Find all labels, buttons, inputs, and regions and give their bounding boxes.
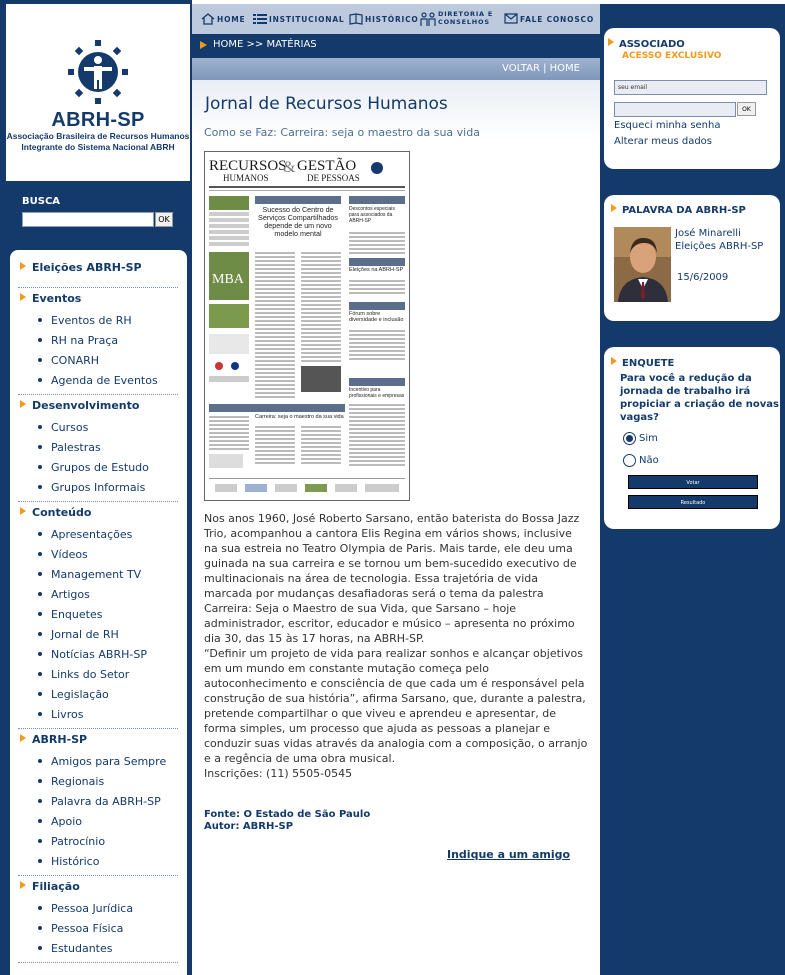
menu-label: Vídeos: [51, 548, 88, 561]
bullet-icon: [38, 859, 42, 863]
article-subtitle: Como se Faz: Carreira: seja o maestro da sua vida: [204, 126, 480, 139]
menu-item-legislacao[interactable]: [38, 688, 109, 701]
bullet-icon: [38, 485, 42, 489]
breadcrumb: [192, 34, 600, 58]
bullet-icon: [38, 632, 42, 636]
side-story-1: [349, 206, 405, 228]
arrow-right-icon: [20, 881, 26, 889]
source-line: Fonte: O Estado de São Paulo: [204, 809, 371, 820]
menu-label: Management TV: [51, 568, 142, 581]
palavra-name[interactable]: José Minarelli: [675, 228, 741, 239]
search-label: BUSCA: [22, 196, 61, 207]
menu-divider: [18, 394, 178, 395]
people-icon: [420, 11, 436, 27]
bottom-story: [255, 414, 345, 424]
menu-item-patrocinio[interactable]: [38, 835, 105, 848]
radio-sim[interactable]: [623, 432, 636, 445]
menu-label: Palestras: [51, 441, 101, 454]
menu-label: Estudantes: [51, 942, 113, 955]
ad-mba: MBA: [212, 272, 244, 287]
page-title: Jornal de Recursos Humanos: [205, 94, 448, 114]
menu-item-conarh[interactable]: [38, 354, 99, 367]
logo[interactable]: [6, 4, 190, 181]
bullet-icon: [38, 552, 42, 556]
menu-head-eventos[interactable]: [20, 292, 81, 305]
menu-item-rh-na-praca[interactable]: [38, 334, 118, 347]
radio-sim-label: Sim: [639, 433, 658, 444]
menu-label: Legislação: [51, 688, 109, 701]
menu-item-noticias[interactable]: [38, 648, 147, 661]
menu-label: Histórico: [51, 855, 100, 868]
menu-item-palavra-da-abrh[interactable]: [38, 795, 161, 808]
side-story-4: [349, 387, 405, 403]
masthead-left-2: HUMANOS: [223, 173, 269, 183]
envelope-icon: [504, 13, 518, 24]
article-source: [204, 809, 370, 833]
nav-diretoria-line2: CONSELHOS: [438, 18, 490, 26]
menu-item-regionais[interactable]: [38, 775, 104, 788]
login-ok-button[interactable]: OK: [737, 102, 756, 116]
menu-item-historico[interactable]: [38, 855, 99, 868]
bullet-icon: [38, 425, 42, 429]
abrh-emblem-icon: [68, 40, 128, 104]
menu-head-conteudo[interactable]: [20, 506, 91, 519]
menu-label: Apresentações: [51, 528, 133, 541]
arrow-right-icon: [608, 38, 614, 46]
enquete-title: [611, 357, 674, 369]
article-paragraph: Nos anos 1960, José Roberto Sarsano, então baterista do Bossa Jazz Trio, acompanhou a cantora Elis Regina em vários shows, inclusive na sua estreia no Teatro Olympia de Paris. Mais tarde, ele deu uma guinada na sua carreira e se tornou um bem-sucedido executivo de multinacionais na área de tecnologia. Essa trajetória de vida marcada por mudanças desafiadoras será o tema da palestra Carreira: Seja o Maestro de sua Vida, que Sarsano – hoje administrador, escritor, educador e músico – apresenta no próximo dia 30, das 15 às 17 horas, na ABRH-SP.: [204, 512, 580, 645]
side-story-3-text: Fórum sobre diversidade e inclusão: [349, 311, 404, 323]
menu-item-pessoa-juridica[interactable]: [38, 902, 133, 915]
nav-diretoria[interactable]: [438, 10, 493, 26]
menu-item-palestras[interactable]: [38, 441, 101, 454]
menu-item-links-do-setor[interactable]: [38, 668, 129, 681]
bullet-icon: [38, 779, 42, 783]
menu-item-eleicoes[interactable]: [20, 261, 142, 274]
search-input[interactable]: [22, 212, 154, 227]
menu-label: Enquetes: [51, 608, 103, 621]
nav-fale-conosco[interactable]: FALE CONOSCO: [520, 15, 594, 24]
menu-divider: [18, 962, 178, 963]
nav-historico[interactable]: HISTÓRICO: [365, 15, 419, 24]
associado-subtitle: ACESSO EXCLUSIVO: [622, 51, 722, 61]
separator: |: [543, 63, 547, 74]
breadcrumb-text[interactable]: HOME >> MATÉRIAS: [213, 39, 317, 50]
change-data-link[interactable]: Alterar meus dados: [614, 136, 712, 147]
bullet-icon: [38, 672, 42, 676]
top-navigation: [192, 4, 600, 34]
subnav-links: [502, 63, 580, 74]
bullet-icon: [38, 926, 42, 930]
palavra-title: [611, 204, 746, 216]
menu-label: Grupos Informais: [51, 481, 146, 494]
menu-item-cursos[interactable]: [38, 421, 88, 434]
menu-label: Artigos: [51, 588, 90, 601]
menu-item-videos[interactable]: [38, 548, 88, 561]
side-story-1-text: Descontos especiais para associados da ABRH-SP: [349, 206, 395, 224]
menu-label: Eleições ABRH-SP: [32, 261, 142, 274]
book-icon: [349, 13, 363, 25]
menu-item-eventos-de-rh[interactable]: [38, 314, 132, 327]
vote-button[interactable]: Votar: [628, 475, 758, 489]
headline-main-text: Sucesso do Centro de Serviços Compartilhados depende de um novo modelo mental: [258, 206, 338, 238]
indique-link[interactable]: Indique a um amigo: [447, 848, 571, 861]
menu-label: ABRH-SP: [32, 733, 88, 746]
menu-head-desenvolvimento[interactable]: [20, 399, 139, 412]
palavra-title-text: PALAVRA DA ABRH-SP: [622, 205, 746, 216]
enquete-question: Para você a redução da jornada de trabalho irá propiciar a criação de novas vagas?: [620, 373, 779, 423]
arrow-right-icon: [200, 41, 207, 49]
menu-item-grupos-informais[interactable]: [38, 481, 145, 494]
bullet-icon: [38, 445, 42, 449]
menu-label: RH na Praça: [51, 334, 119, 347]
arrow-right-icon: [20, 400, 26, 408]
bullet-icon: [38, 712, 42, 716]
arrow-right-icon: [20, 293, 26, 301]
radio-nao-label: Não: [639, 455, 659, 466]
article-body: [204, 511, 588, 781]
side-story-2: [349, 267, 405, 279]
home-icon: [201, 13, 215, 25]
bullet-icon: [38, 799, 42, 803]
bullet-icon: [38, 592, 42, 596]
bullet-icon: [38, 819, 42, 823]
arrow-right-icon: [20, 262, 26, 270]
menu-label: Notícias ABRH-SP: [51, 648, 147, 661]
arrow-right-icon: [20, 507, 26, 515]
masthead-right-2: DE PESSOAS: [307, 173, 360, 183]
associado-title: [608, 38, 685, 50]
palavra-date: 15/6/2009: [677, 272, 729, 283]
nav-home[interactable]: HOME: [217, 15, 246, 24]
menu-head-abrh[interactable]: [20, 733, 87, 746]
bullet-icon: [38, 759, 42, 763]
menu-item-grupos-de-estudo[interactable]: [38, 461, 149, 474]
menu-label: Pessoa Física: [51, 922, 124, 935]
menu-item-amigos-para-sempre[interactable]: [38, 755, 166, 768]
menu-item-jornal-de-rh[interactable]: [38, 628, 119, 641]
forgot-password-link[interactable]: Esqueci minha senha: [614, 120, 721, 131]
menu-item-estudantes[interactable]: [38, 942, 112, 955]
bullet-icon: [38, 946, 42, 950]
nav-institucional[interactable]: INSTITUCIONAL: [269, 15, 345, 24]
menu-label: Livros: [51, 708, 84, 721]
side-story-2-text: Eleições na ABRH-SP: [349, 267, 404, 273]
associado-title-text: ASSOCIADO: [619, 39, 685, 50]
menu-label: Conteúdo: [32, 506, 92, 519]
menu-label: Eventos de RH: [51, 314, 132, 327]
bullet-icon: [38, 839, 42, 843]
email-input[interactable]: [614, 80, 767, 95]
voltar-link[interactable]: VOLTAR: [502, 63, 540, 74]
menu-label: Apoio: [51, 815, 83, 828]
menu-item-livros[interactable]: [38, 708, 83, 721]
menu-label: Eventos: [32, 292, 82, 305]
arrow-right-icon: [611, 357, 617, 365]
enquete-title-text: ENQUETE: [622, 358, 675, 369]
bullet-icon: [38, 358, 42, 362]
menu-label: Palavra da ABRH-SP: [51, 795, 161, 808]
menu-label: Cursos: [51, 421, 89, 434]
bullet-icon: [38, 572, 42, 576]
bullet-icon: [38, 378, 42, 382]
side-story-3: [349, 311, 405, 329]
bullet-icon: [38, 532, 42, 536]
menu-item-artigos[interactable]: [38, 588, 90, 601]
menu-item-pessoa-fisica[interactable]: [38, 922, 123, 935]
article-contact: Inscrições: (11) 5505-0545: [204, 767, 353, 780]
menu-label: Regionais: [51, 775, 105, 788]
menu-divider: [18, 287, 178, 288]
subnav-bar: [192, 58, 600, 80]
menu-label: Desenvolvimento: [32, 399, 140, 412]
result-button[interactable]: Resultado: [628, 495, 758, 509]
menu-head-filiacao[interactable]: [20, 880, 80, 893]
arrow-right-icon: [20, 734, 26, 742]
bottom-story-text: Carreira: seja o maestro da sua vida: [255, 414, 344, 420]
bullet-icon: [38, 906, 42, 910]
logo-tagline: Integrante do Sistema Nacional ABRH: [21, 142, 175, 152]
password-input[interactable]: [614, 102, 736, 117]
journal-cover-graphic: [205, 152, 409, 500]
menu-label: CONARH: [51, 354, 100, 367]
side-story-4-text: Incentivo para profissionais e empresas: [349, 387, 405, 399]
list-icon: [253, 13, 267, 25]
menu-item-apoio[interactable]: [38, 815, 82, 828]
bullet-icon: [38, 692, 42, 696]
author-line: Autor: ABRH-SP: [204, 821, 294, 832]
menu-item-enquetes[interactable]: [38, 608, 102, 621]
menu-item-management-tv[interactable]: [38, 568, 141, 581]
logo-subtitle: Associação Brasileira de Recursos Humanos: [6, 131, 190, 141]
menu-label: Pessoa Jurídica: [51, 902, 134, 915]
menu-label: Links do Setor: [51, 668, 130, 681]
arrow-right-icon: [611, 204, 617, 212]
bullet-icon: [38, 612, 42, 616]
bullet-icon: [38, 652, 42, 656]
bullet-icon: [38, 318, 42, 322]
masthead-amp: &: [283, 159, 296, 176]
logo-title: ABRH-SP: [51, 109, 145, 131]
menu-item-apresentacoes[interactable]: [38, 528, 132, 541]
article-quote: “Definir um projeto de vida para realizar sonhos e alcançar objetivos em um mundo em constante mutação começa pelo autoconhecimento e consciência de que cada um é responsável pela construção de sua história”, afirma Sarsano, que, durante a palestra, pretende compartilhar o que viveu e aprendeu e apresentar, de forma simples, um processo que ajuda as pessoas a planejar e conduzir suas vidas através da analogia com a composição, o arranjo e a regência de uma obra musical.: [204, 647, 588, 765]
bullet-icon: [38, 465, 42, 469]
menu-item-agenda-de-eventos[interactable]: [38, 374, 158, 387]
menu-divider: [18, 875, 178, 876]
person-photo-icon[interactable]: [614, 227, 671, 302]
bullet-icon: [38, 338, 42, 342]
headline-main: [255, 206, 341, 250]
menu-divider: [18, 728, 178, 729]
palavra-role: Eleições ABRH-SP: [675, 241, 764, 252]
menu-label: Jornal de RH: [51, 628, 119, 641]
menu-label: Grupos de Estudo: [51, 461, 149, 474]
home-link[interactable]: HOME: [549, 63, 580, 74]
menu-label: Amigos para Sempre: [51, 755, 167, 768]
journal-cover-image: [204, 151, 410, 501]
menu-label: Patrocínio: [51, 835, 106, 848]
masthead-left-1: RECURSOS: [209, 158, 287, 174]
menu-divider: [18, 501, 178, 502]
menu-label: Agenda de Eventos: [51, 374, 158, 387]
search-ok-button[interactable]: OK: [155, 212, 173, 227]
nav-diretoria-line1: DIRETORIA E: [438, 10, 494, 18]
menu-label: Filiação: [32, 880, 80, 893]
radio-nao[interactable]: [623, 454, 636, 467]
masthead-right-1: GESTÃO: [297, 158, 357, 174]
